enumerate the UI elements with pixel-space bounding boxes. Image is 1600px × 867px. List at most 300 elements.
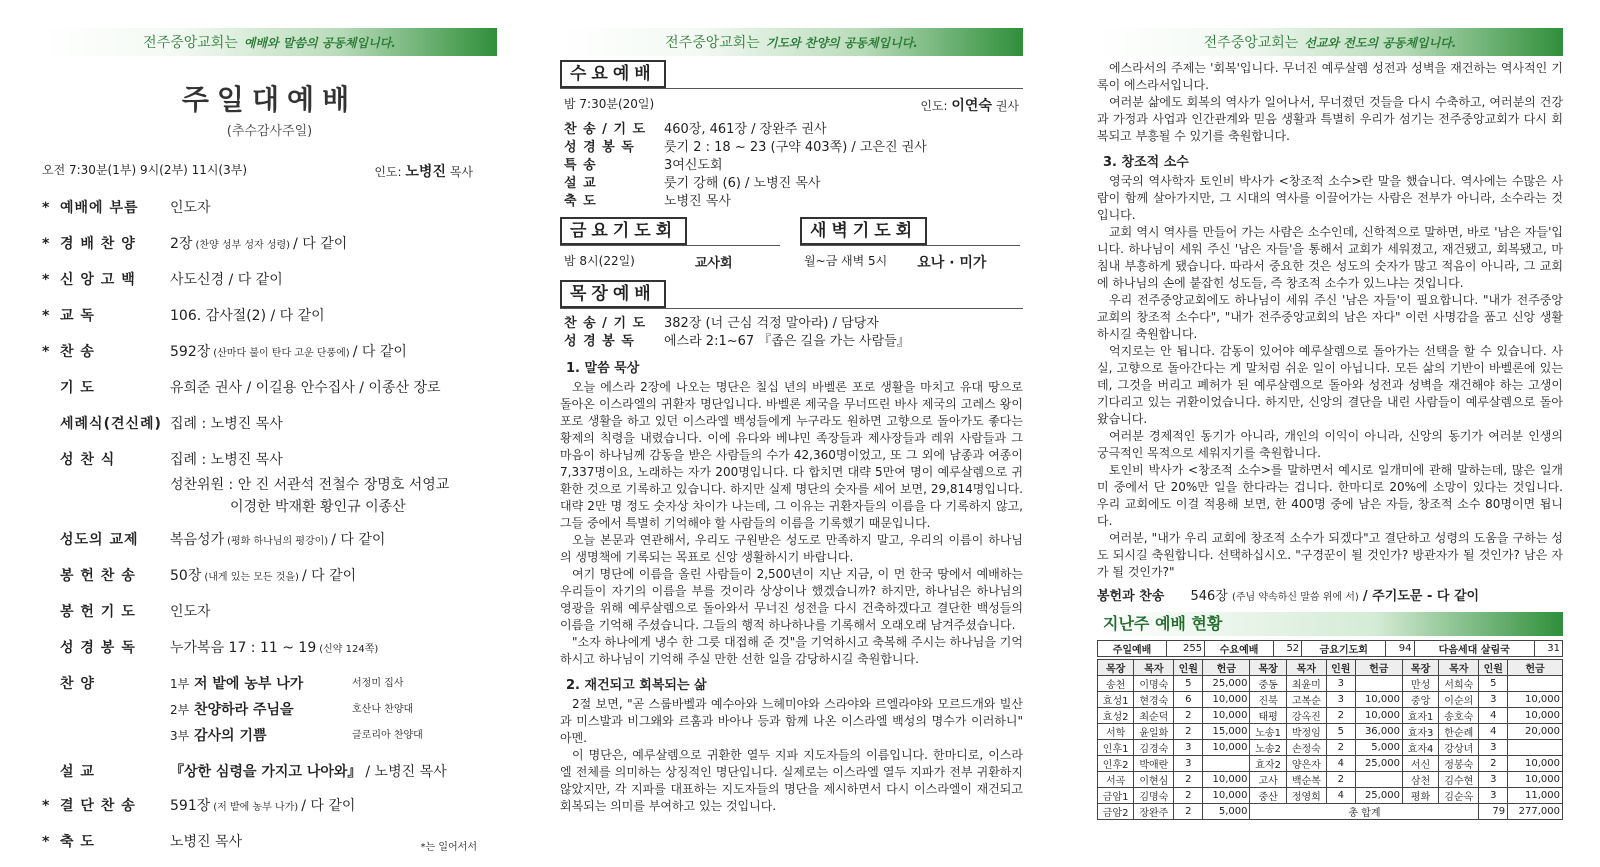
summary-value: 31 (1534, 641, 1562, 657)
table-cell: 인후2 (1098, 756, 1134, 772)
choir-song: 찬양하라 주님을 (194, 702, 294, 718)
paragraph: 여러분 삶에도 회복의 역사가 일어나서, 무너졌던 것들을 다시 수축하고, 여러분의 건강과 가정과 사업과 인간관계와 믿음 생활과 특별히 우리가 섬기는 전주중앙교회가 다시 회복되고 부흥될 수 있기를 축원합니다. (1097, 95, 1563, 143)
table-cell: 10,000 (1508, 772, 1563, 788)
order-main: 인도자 (170, 200, 211, 216)
required-star: * (42, 834, 50, 850)
service-label: 성 경 봉 독 (564, 140, 635, 155)
total-label: 총 합계 (1250, 804, 1479, 820)
closing-value: 546장 (1190, 589, 1228, 604)
order-main: 592장 (170, 344, 211, 360)
stats-title: 지난주 예배 현황 (1097, 612, 1563, 636)
service-times (42, 161, 473, 181)
table-cell: 손정숙 (1286, 740, 1326, 756)
table-cell: 고복순 (1286, 692, 1326, 708)
order-item (42, 197, 497, 221)
column-header: 헌금 (1203, 660, 1250, 676)
service-value: 에스라 2:1~67 『좁은 길을 가는 사람들』 (664, 334, 910, 349)
order-label: 성 경 봉 독 (60, 640, 136, 656)
table-cell: 3 (1479, 788, 1508, 804)
leader-title: 목사 (449, 165, 473, 179)
table-cell: 서학 (1098, 724, 1134, 740)
order-main: 유희준 권사 / 이길용 안수집사 / 이종산 장로 (170, 380, 441, 396)
order-main: 집례 : 노병진 목사 (170, 416, 283, 432)
table-cell: 3 (1479, 772, 1508, 788)
order-item (42, 601, 497, 625)
table-cell: 10,000 (1508, 756, 1563, 772)
leader-name: 노병진 (405, 164, 446, 180)
order-item (42, 449, 497, 473)
choir-item (170, 699, 497, 721)
wednesday-time: 밤 7:30분(20일) (564, 97, 655, 111)
table-cell: 강옥진 (1286, 708, 1326, 724)
table-cell: 25,000 (1355, 756, 1402, 772)
table-cell: 5 (1479, 676, 1508, 692)
column-header (560, 28, 1023, 56)
dawn-book: 요나 · 미가 (917, 255, 987, 271)
summary-value: 94 (1386, 641, 1414, 657)
column-header: 헌금 (1508, 660, 1563, 676)
order-main: 인도자 (170, 604, 211, 620)
table-row (1098, 772, 1563, 788)
table-cell: 중동 (1250, 676, 1286, 692)
wednesday-order (564, 121, 1023, 211)
table-cell: 노송1 (1250, 724, 1286, 740)
table-cell: 만성 (1402, 676, 1438, 692)
order-label: 세례식(견신례) (60, 416, 162, 432)
paragraph: 우리 전주중앙교회에도 하나님이 세워 주신 '남은 자들'이 필요합니다. "내가 전주중앙교회의 창조적 소수다", "내가 전주중앙교회의 남은 자다" 이런 사명감을 품고 신앙 생활하시길 축원합니다. (1097, 293, 1563, 341)
table-row (1098, 676, 1563, 692)
table-cell: 10,000 (1203, 772, 1250, 788)
service-value: 룻기 강해 (6) / 노병진 목사 (664, 176, 821, 191)
wednesday-leader (920, 95, 1019, 115)
table-cell: 10,000 (1203, 692, 1250, 708)
table-cell: 김명숙 (1134, 788, 1174, 804)
choir-who: 호산나 찬양대 (352, 704, 414, 715)
order-tail: / 다 같이 (352, 344, 407, 360)
order-main: 복음성가 (170, 532, 225, 548)
table-row (1098, 804, 1563, 820)
leader-label: 인도: (374, 165, 402, 179)
paragraph: 영국의 역사학자 토인비 박사가 <창조적 소수>란 말을 했습니다. 역사에는 수많은 사람이 함께 살아가지만, 그 시대의 역사를 이끌어가는 사람은 전부가 아니라, 소수라는 것입니다. (1097, 174, 1563, 222)
table-cell: 평화 (1402, 788, 1438, 804)
choir-list (170, 673, 497, 751)
service-item (564, 121, 1023, 139)
order-main: 누가복음 17 : 11 ~ 19 (170, 640, 317, 656)
table-cell: 김순옥 (1439, 788, 1479, 804)
service-value: 460장, 461장 / 장완주 권사 (664, 122, 827, 137)
header-motto: 선교와 전도의 공동체입니다. (1304, 35, 1457, 50)
paragraph: 교회 역시 역사를 만들어 가는 사람은 소수인데, 신학적으로 말하면, 바로 '남은 자들'입니다. 하나님이 세워 주신 '남은 자들'을 통해서 교회가 세워졌고, 재건됐고, 회복됐고, 마침내 부흥하게 됐습니다. 따라서 중요한 것은 성도의 숫자가 많고 적음이 아니라, 그 교회에 하나님의 손에 붙잡힌 성도들, 즉 창조적 소수가 있느냐는 것입니다. (1097, 225, 1563, 290)
order-value (170, 413, 497, 437)
table-cell: 김경숙 (1134, 740, 1174, 756)
friday-leader: 교사회 (694, 256, 733, 271)
table-cell: 10,000 (1508, 708, 1563, 724)
table-cell: 2 (1174, 724, 1203, 740)
order-label: 기 도 (60, 380, 95, 396)
order-label: 봉 헌 찬 송 (60, 568, 136, 584)
summary-label: 다음세대 살림국 (1414, 641, 1534, 657)
table-cell: 서희숙 (1439, 676, 1479, 692)
order-note: (평화 하나님의 평강이) (227, 536, 329, 547)
service-label: 축 도 (564, 194, 597, 209)
table-cell (1203, 756, 1250, 772)
table-cell: 송천 (1098, 676, 1134, 692)
attendance-summary-table (1097, 640, 1563, 657)
order-label: 결 단 찬 송 (60, 798, 136, 814)
order-value (170, 197, 497, 221)
closing-label: 봉헌과 찬송 (1097, 589, 1165, 604)
order-label: 찬 양 (60, 676, 95, 692)
table-cell (1508, 676, 1563, 692)
table-cell: 5,000 (1203, 804, 1250, 820)
sunday-worship-column (42, 28, 497, 867)
table-cell: 25,000 (1203, 676, 1250, 692)
order-item (42, 795, 497, 819)
order-of-worship (42, 197, 497, 855)
table-cell: 2 (1326, 772, 1355, 788)
column-header: 인원 (1174, 660, 1203, 676)
pastoral-order (564, 315, 1023, 351)
required-star: * (42, 200, 50, 216)
service-value: 382장 (너 근심 걱정 말아라) / 담당자 (664, 316, 879, 331)
weekday-services-column (560, 28, 1023, 815)
service-item (564, 139, 1023, 157)
column-header: 목자 (1134, 660, 1174, 676)
pastoral-title: 목장예배 (560, 280, 666, 308)
table-cell: 20,000 (1508, 724, 1563, 740)
order-value (170, 637, 497, 661)
leader-label: 인도: (920, 99, 948, 113)
sermon-row (42, 761, 497, 783)
table-cell: 3 (1326, 692, 1355, 708)
order-label: 신 앙 고 백 (60, 272, 136, 288)
order-main: 사도신경 / 다 같이 (170, 272, 283, 288)
table-cell: 10,000 (1203, 708, 1250, 724)
table-cell: 서신 (1402, 756, 1438, 772)
sermon-title: 『상한 심령을 가지고 나아와』 (170, 764, 362, 780)
communion-staff: 성찬위원 : 안 진 서관석 전철수 장명호 서영교 (170, 477, 450, 493)
table-cell: 4 (1326, 788, 1355, 804)
summary-row (1098, 641, 1563, 657)
table-cell: 박정임 (1286, 724, 1326, 740)
wednesday-title: 수요예배 (560, 60, 666, 88)
order-main: 2장 (170, 236, 193, 252)
choir-block (42, 673, 497, 751)
order-label: 성도의 교제 (60, 532, 139, 548)
column-header: 헌금 (1355, 660, 1402, 676)
order-tail: / 다 같이 (293, 236, 348, 252)
sermon-continued-column (1097, 28, 1563, 820)
paragraph: "소자 하나에게 냉수 한 그릇 대접해 준 것"을 기억하시고 축복해 주시는 하나님을 기억하시고 하나님이 기억해 주실 만한 선한 일을 감당하시길 축원합니다. (560, 635, 1023, 666)
order-tail: / 다 같이 (331, 532, 386, 548)
order-value (170, 529, 497, 553)
order-main: 50장 (170, 568, 202, 584)
order-label: 축 도 (60, 834, 95, 850)
order-note: (찬양 성부 성자 성령) (195, 240, 291, 251)
service-value: 룻기 2 : 18 ~ 23 (구약 403쪽) / 고은진 권사 (664, 140, 927, 155)
table-cell: 진북 (1250, 692, 1286, 708)
table-cell: 10,000 (1203, 788, 1250, 804)
table-cell: 효자2 (1250, 756, 1286, 772)
table-cell: 6 (1174, 692, 1203, 708)
table-cell: 10,000 (1203, 740, 1250, 756)
summary-value: 255 (1167, 641, 1205, 657)
table-cell: 이명숙 (1134, 676, 1174, 692)
order-note: (신약 124쪽) (319, 644, 379, 655)
table-cell: 최윤미 (1286, 676, 1326, 692)
paragraph: 오늘 본문과 연관해서, 우리도 구원받은 성도로 만족하지 말고, 우리의 이름이 하나님의 생명책에 기록되는 목표로 신앙 생활하시기 바랍니다. (560, 533, 1023, 564)
table-cell: 박애란 (1134, 756, 1174, 772)
sermon-preacher: / 노병진 목사 (365, 764, 447, 780)
summary-value: 52 (1274, 641, 1302, 657)
column-header: 인원 (1326, 660, 1355, 676)
table-cell: 2 (1326, 708, 1355, 724)
header-church: 전주중앙교회는 (143, 35, 238, 51)
times-text: 오전 7:30분(1부) 9시(2부) 11시(3부) (42, 163, 248, 177)
order-item (42, 377, 497, 401)
summary-label: 주일예배 (1098, 641, 1167, 657)
table-cell: 금암1 (1098, 788, 1134, 804)
choir-who: 서정미 집사 (352, 678, 404, 689)
table-cell: 3 (1326, 676, 1355, 692)
table-cell: 3 (1174, 756, 1203, 772)
table-cell: 2 (1174, 788, 1203, 804)
table-cell: 11,000 (1508, 788, 1563, 804)
service-item (564, 315, 1023, 333)
prayer-meetings (560, 217, 1023, 278)
table-cell: 10,000 (1508, 692, 1563, 708)
table-cell: 4 (1326, 756, 1355, 772)
table-cell: 삼천 (1402, 772, 1438, 788)
table-cell: 2 (1479, 756, 1508, 772)
table-cell: 2 (1174, 708, 1203, 724)
table-cell: 송호숙 (1439, 708, 1479, 724)
table-cell: 중앙 (1402, 692, 1438, 708)
choir-song: 감사의 기쁨 (194, 728, 267, 744)
order-main: 노병진 목사 (170, 834, 243, 850)
paragraph: 2절 보면, "곧 스룹바벨과 예수아와 느헤미야와 스라야와 르엘라야와 모르드개와 빌산과 미스발과 비그왜와 르훔과 바아나 등과 함께 나온 이스라엘 백성의 명수가 이러하니" 아멘. (560, 697, 1023, 745)
order-value (170, 565, 497, 589)
communion-staff: 이경한 박재환 황인규 이종산 (230, 499, 406, 515)
table-cell: 이현심 (1134, 772, 1174, 788)
column-header (42, 28, 497, 56)
table-cell: 효자3 (1402, 724, 1438, 740)
table-cell: 효자4 (1402, 740, 1438, 756)
choir-part: 2부 (170, 703, 190, 717)
leader-title: 권사 (995, 99, 1019, 113)
choir-part: 1부 (170, 677, 190, 691)
offering-table (1097, 659, 1563, 820)
header-church: 전주중앙교회는 (665, 35, 760, 51)
column-header: 목자 (1439, 660, 1479, 676)
order-item (42, 413, 497, 437)
table-cell: 2 (1174, 804, 1203, 820)
table-cell: 태평 (1250, 708, 1286, 724)
order-item (42, 305, 497, 329)
table-cell: 현경숙 (1134, 692, 1174, 708)
table-cell: 2 (1174, 772, 1203, 788)
service-label: 성 경 봉 독 (564, 334, 635, 349)
table-cell: 고사 (1250, 772, 1286, 788)
order-note: (내게 있는 모든 것을) (204, 572, 299, 583)
standing-note: *는 일어서서 (420, 842, 477, 853)
table-cell: 강상녀 (1439, 740, 1479, 756)
service-item (564, 333, 1023, 351)
paragraph: 여러분 경제적인 동기가 아니라, 개인의 이익이 아니라, 신앙의 동기가 여러분 인생의 궁극적인 목적으로 세워지기를 축원합니다. (1097, 429, 1563, 460)
leader-line (374, 161, 473, 181)
table-cell: 한순례 (1439, 724, 1479, 740)
choir-part: 3부 (170, 729, 190, 743)
table-cell: 백순복 (1286, 772, 1326, 788)
table-cell: 효성2 (1098, 708, 1134, 724)
column-header: 목자 (1286, 660, 1326, 676)
section-heading: 3. 창조적 소수 (1103, 155, 1189, 170)
table-cell: 금암2 (1098, 804, 1134, 820)
order-value (170, 377, 497, 401)
paragraph: 여기 명단에 이름을 올린 사람들이 2,500년이 지난 지금, 이 먼 한국 땅에서 예배하는 우리들이 자기의 이름을 부를 것이라 상상이나 했겠습니까? 하지만, 하나님은 하나님의 영광을 위해 예루살렘으로 돌아와서 무너진 성전을 다시 건축하겠다고 결단한 백성들의 이름을 기억해 주셨습니다. 그들의 행적 하나하나를 기록해서 오래오래 남겨주셨습니다. (560, 567, 1023, 632)
dawn-prayer (800, 217, 1020, 278)
friday-time: 밤 8시(22일) (564, 254, 635, 268)
table-cell: 효자1 (1402, 708, 1438, 724)
table-cell: 36,000 (1355, 724, 1402, 740)
order-item (42, 269, 497, 293)
total-people: 79 (1479, 804, 1508, 820)
required-star: * (42, 236, 50, 252)
required-star: * (42, 344, 50, 360)
table-row (1098, 756, 1563, 772)
choir-item (170, 673, 497, 695)
table-cell: 5 (1326, 724, 1355, 740)
order-note: (저 밭에 농부 나가) (213, 802, 299, 813)
page-subtitle: (추수감사주일) (226, 124, 313, 139)
order-value (170, 449, 497, 473)
order-item (42, 529, 497, 553)
header-motto: 기도와 찬양의 공동체입니다. (765, 35, 918, 50)
table-cell: 양은자 (1286, 756, 1326, 772)
order-value (170, 269, 497, 293)
leader-name: 이연숙 (951, 98, 992, 114)
table-row (1098, 692, 1563, 708)
closing-line (1097, 585, 1563, 604)
order-main: 591장 (170, 798, 211, 814)
section-heading: 2. 재건되고 회복되는 삶 (566, 678, 707, 693)
paragraph: 에스라서의 주제는 '회복'입니다. 무너진 예루살렘 성전과 성벽을 재건하는 역사적인 기록이 에스라서입니다. (1097, 61, 1563, 92)
friday-prayer (560, 217, 780, 278)
sermon-value (170, 761, 497, 783)
order-note: (산마다 불이 탄다 고운 단풍에) (213, 348, 350, 359)
order-value (170, 601, 497, 625)
order-label: 설 교 (60, 764, 95, 780)
required-star: * (42, 798, 50, 814)
table-cell: 최순덕 (1134, 708, 1174, 724)
table-cell: 3 (1479, 740, 1508, 756)
summary-label: 수요예배 (1205, 641, 1274, 657)
section-heading: 1. 말씀 묵상 (566, 361, 640, 376)
paragraph: 억지로는 안 됩니다. 감동이 있어야 예루살렘으로 돌아가는 선택을 할 수 있습니다. 사실, 고향으로 돌아간다는 게 말처럼 쉬운 일이 아닙니다. 모든 삶의 기반이 바벨론에 있는데, 그것을 버리고 폐허가 된 예루살렘으로 돌아와 성전과 성벽을 재건해야 하는 고생이 기다리고 있는 귀환이었습니다. 하지만, 신앙의 결단을 내린 사람들이 예루살렘으로 돌아왔습니다. (1097, 344, 1563, 426)
table-cell: 5,000 (1355, 740, 1402, 756)
service-item (564, 157, 1023, 175)
service-value: 노병진 목사 (664, 194, 731, 209)
service-value: 3여신도회 (664, 158, 723, 173)
table-cell: 4 (1479, 708, 1508, 724)
table-cell: 5 (1174, 676, 1203, 692)
service-label: 특 송 (564, 158, 597, 173)
order-item (42, 831, 497, 855)
service-label: 찬 송 / 기 도 (564, 122, 647, 137)
choir-item (170, 725, 497, 747)
paragraph: 여러분, "내가 우리 교회에 창조적 소수가 되겠다"고 결단하고 성령의 도움을 구하는 성도 되시길 축원합니다. 선택하십시오. "구경꾼이 될 것인가? 방관자가 될 것인가? 남은 자가 될 것인가?" (1097, 531, 1563, 579)
required-star: * (42, 308, 50, 324)
order-main: 집례 : 노병진 목사 (170, 452, 283, 468)
table-row (1098, 724, 1563, 740)
table-cell: 인후1 (1098, 740, 1134, 756)
order-label: 예배에 부름 (60, 200, 139, 216)
order-value (170, 341, 497, 365)
order-value (170, 305, 497, 329)
table-cell: 김수현 (1439, 772, 1479, 788)
paragraph: 오늘 에스라 2장에 나오는 명단은 칠십 년의 바벨론 포로 생활을 마치고 유대 땅으로 돌아온 이스라엘의 귀환자 명단입니다. 바벨론 제국을 무너뜨린 바사 제국의 고레스 왕이 포로 생활을 하고 있던 이스라엘 백성들에게 누구라도 원하면 고향으로 돌아가도 좋다는 황제의 칙령을 내렸습니다. 이에 유다와 베냐민 족장들과 제사장들과 레위 사람들과 그 마음이 하나님께 감동을 받은 사람들의 수가 42,360명이었고, 또 그 외에 남종과 여종이 7,337명이요, 노래하는 자가 200명입니다. 다 합치면 대략 5만여 명이 예루살렘으로 귀환한 것으로 기록하고 있습니다. 하지만 실제 명단의 숫자를 세어 보면, 29,814명입니다. 대략 2만 명 정도 숫자상 차이가 나는데, 그 이유는 귀환자들의 이름을 다 기록하지 않고, 그들 중에서 특별히 기억해야 할 사람들의 이름을 기록했기 때문입니다. (560, 380, 1023, 530)
order-main: 106. 감사절(2) / 다 같이 (170, 308, 325, 324)
order-tail: / 다 같이 (301, 798, 356, 814)
summary-label: 금요기도회 (1302, 641, 1386, 657)
closing-hymn-title: (주님 약속하신 말씀 위에 서) (1231, 592, 1359, 603)
table-cell: 10,000 (1355, 708, 1402, 724)
table-cell: 정영희 (1286, 788, 1326, 804)
table-header (1098, 660, 1563, 676)
choir-song: 저 밭에 농부 나가 (194, 676, 304, 692)
order-label: 봉 헌 기 도 (60, 604, 136, 620)
total-offering: 277,000 (1508, 804, 1563, 820)
column-header: 목장 (1250, 660, 1286, 676)
header-motto: 예배와 말씀의 공동체입니다. (243, 35, 396, 50)
table-cell: 윤일화 (1134, 724, 1174, 740)
column-header: 목장 (1098, 660, 1134, 676)
paragraph: 이 명단은, 예루살렘으로 귀환한 열두 지파 지도자들의 이름입니다. 한마디로, 이스라엘 전체를 의미하는 상징적인 명단입니다. 실제로는 이스라엘 열두 지파가 전부 귀환하지 않았지만, 각 지파를 대표하는 지도자들의 명단을 제시하면서 다시 이스라엘이 재건되고 회복되는 의미를 부여하고 있는 것입니다. (560, 748, 1023, 813)
table-cell: 정봉숙 (1439, 756, 1479, 772)
table-cell (1508, 740, 1563, 756)
table-cell (1355, 676, 1402, 692)
table-cell: 이순의 (1439, 692, 1479, 708)
wednesday-meta (564, 95, 1019, 115)
order-item (42, 637, 497, 661)
table-cell: 2 (1326, 740, 1355, 756)
service-label: 설 교 (564, 176, 597, 191)
table-cell: 3 (1174, 740, 1203, 756)
dawn-time: 월~금 새벽 5시 (804, 254, 888, 268)
table-cell: 3 (1479, 692, 1508, 708)
page-title: 주일대예배 (181, 83, 358, 116)
order-label: 찬 송 (60, 344, 95, 360)
service-item (564, 193, 1023, 211)
table-cell: 10,000 (1355, 692, 1402, 708)
order-label: 교 독 (60, 308, 95, 324)
column-header (1097, 28, 1563, 56)
table-row (1098, 740, 1563, 756)
order-value (170, 233, 497, 257)
order-item (42, 341, 497, 365)
table-cell: 중산 (1250, 788, 1286, 804)
table-cell: 장완주 (1134, 804, 1174, 820)
order-label: 성 찬 식 (60, 452, 116, 468)
table-cell: 효성1 (1098, 692, 1134, 708)
order-item (42, 565, 497, 589)
required-star: * (42, 272, 50, 288)
order-item (42, 233, 497, 257)
column-header: 목장 (1402, 660, 1438, 676)
friday-title: 금요기도회 (560, 217, 687, 245)
table-cell (1355, 772, 1402, 788)
column-header: 인원 (1479, 660, 1508, 676)
